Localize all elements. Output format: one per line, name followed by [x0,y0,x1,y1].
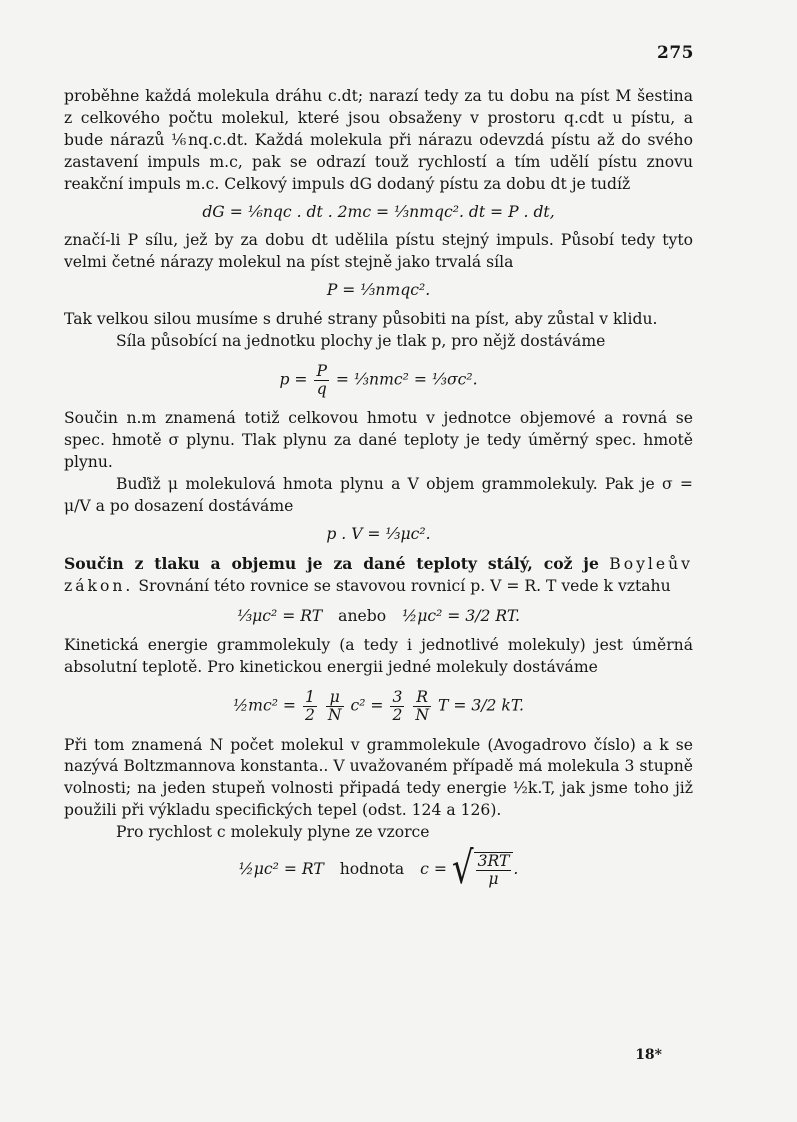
fraction-numerator: P [316,361,327,380]
equation-pv: p . V = ⅓μc². [326,524,431,543]
paragraph: Tak velkou silou musíme s druhé strany působiti na píst, aby zůstal v klidu. [64,310,658,329]
law-name: Boyleův zákon. [64,554,693,595]
fraction-numerator: R [413,689,431,707]
equation-pressure [64,363,693,398]
fraction-numerator: 3 [392,688,403,707]
equation-force: P = ⅓nmqc². [326,281,431,300]
fraction-numerator: 1 [304,688,315,707]
paragraph: Pro rychlost c molekuly plyne ze vzorce [116,823,430,842]
equation-part: T = 3/2 kT. [437,696,524,715]
paragraph: Síla působící na jednotku plochy je tlak p, pro nějž dostáváme [116,332,606,351]
square-root-icon: √ [451,842,474,895]
paragraph: Součin n.m znamená totiž celkovou hmotu v jednotce objemové a rovná se spec. hmotě σ plynu. Tlak plynu za dané teploty je tedy úměrný spec. hmotě plynu. [64,409,693,472]
paragraph: Buďiž μ molekulová hmota plynu a V objem grammolekuly. Pak je σ = μ/V a po dosazení dostáváme [64,474,693,515]
text-run: Součin z tlaku a objemu je za dané teploty stálý, což je [64,553,599,573]
fraction [476,853,512,888]
equation-rt [64,606,693,628]
paragraph: proběhne každá molekula dráhu c.dt; narazí tedy za tu dobu na píst M šestina z celkového počtu molekul, které jsou obsaženy v prostoru q.cdt u pístu, a bude nárazů ⅙nq.c.dt. Každá molekula při nárazu odevzdá pístu až do svého zastavení impuls m.c, pak se odrazí touž rychlostí a tím udělí pístu znovu reakční impuls m.c. Celkový impuls dG dodaný pístu za dobu dt je tudíž [64,87,693,193]
equation-part: . [513,860,519,879]
fraction-denominator: N [415,706,429,725]
fraction [303,689,317,724]
page-body [64,86,693,896]
fraction [326,689,344,724]
paragraph: Při tom znamená N počet molekul v grammolekule (Avogadrovo číslo) a k se nazývá Boltzmannova konstanta.. V uvažovaném případě má molekula 3 stupně volnosti; na jeden stupeň volnosti připadá tedy energie ½k.T, jak jsme toho již použili při výkladu specifických tepel (odst. 124 a 126). [64,735,693,820]
fraction-denominator: N [327,706,342,725]
equation-part: p = [279,370,308,389]
equation-part: ½μc² = 3/2 RT. [402,606,520,625]
radicand [474,852,514,888]
fraction [413,689,431,724]
page-number: 275 [657,43,694,63]
fraction-numerator: 3RT [477,852,510,871]
equation-word: anebo [338,606,387,625]
signature-mark: 18* [635,1047,662,1063]
fraction-denominator: 2 [392,706,403,725]
fraction-denominator: μ [488,870,499,889]
equation-impulse: dG = ⅙nqc . dt . 2mc = ⅓nmqc². dt = P . dt, [202,202,555,221]
paragraph: značí-li P sílu, jež by za dobu dt udělila pístu stejný impuls. Působí tedy tyto velmi četné nárazy molekul na píst stejně jako trvalá síla [64,231,693,272]
fraction-numerator: μ [326,689,344,707]
equation-velocity-result [420,842,519,895]
fraction-denominator: 2 [304,706,315,725]
paragraph: Kinetická energie grammolekuly (a tedy i jednotlivé molekuly) jest úměrná absolutní teplotě. Pro kinetickou energii jedné molekuly dostáváme [64,636,693,677]
fraction [390,689,404,724]
equation-kinetic-energy [64,689,693,724]
text-run: Srovnání této rovnice se stavovou rovnicí p. V = R. T vede k vztahu [138,576,671,595]
equation-part: c = [420,860,447,879]
fraction [314,363,329,398]
equation-part: ½μc² = RT [238,860,324,879]
equation-part: ⅓μc² = RT [237,606,323,625]
equation-word: hodnota [339,860,405,879]
equation-part: c² = [350,696,384,715]
equation-part: = ⅓nmc² = ⅓σc². [335,370,478,389]
fraction-denominator: q [316,380,327,399]
equation-part: ½mc² = [233,696,296,715]
equation-velocity [64,842,693,895]
paragraph [64,553,693,598]
